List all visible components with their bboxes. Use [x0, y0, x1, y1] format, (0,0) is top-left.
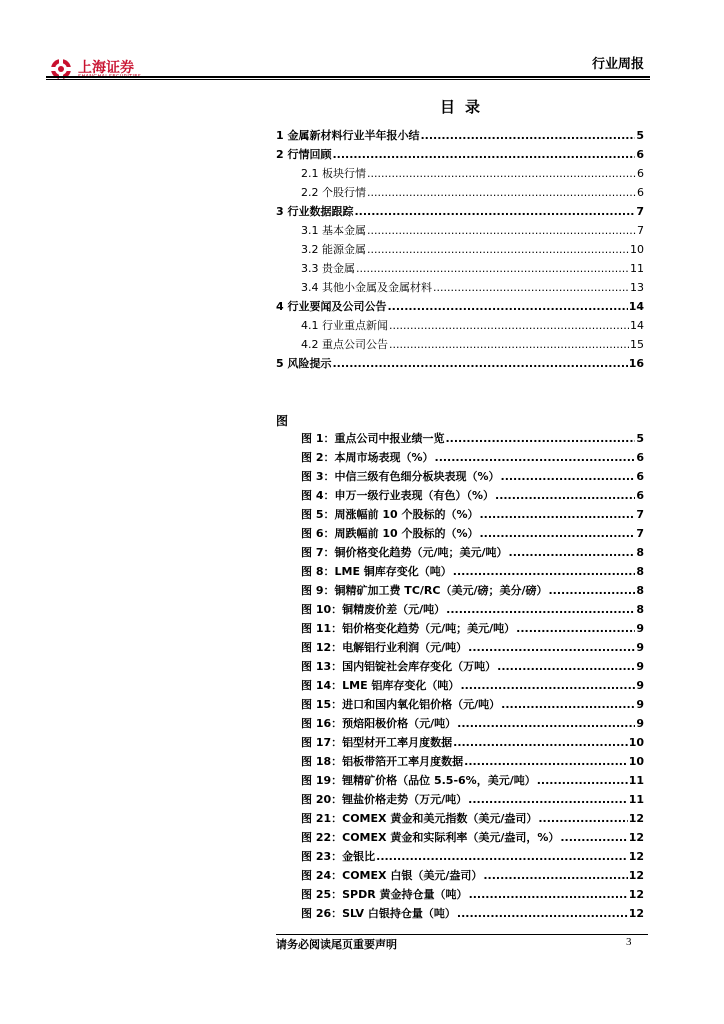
figure-entry[interactable]	[301, 525, 644, 541]
figure-entry-label: 图 10：铜精废价差（元/吨）	[301, 603, 446, 616]
leader-dots	[560, 831, 627, 844]
toc-entry[interactable]	[301, 260, 644, 276]
figure-entry-page: 12	[628, 812, 644, 825]
leader-dots	[468, 793, 628, 806]
toc-entry-page: 6	[636, 148, 644, 161]
figure-entry-label: 图 18：铝板带箔开工率月度数据	[301, 755, 464, 768]
figure-entry[interactable]	[301, 506, 644, 522]
toc-entry-label: 4.2 重点公司公告	[301, 338, 388, 351]
leader-dots	[367, 186, 636, 199]
figure-entry-page: 8	[636, 603, 644, 616]
figures-heading: 图	[276, 414, 289, 428]
footer-rule	[276, 934, 648, 935]
figure-entry-label: 图 4：申万一级行业表现（有色）（%）	[301, 489, 495, 502]
leader-dots	[453, 736, 628, 749]
toc-entry[interactable]	[276, 355, 644, 371]
toc-entry[interactable]	[301, 279, 644, 295]
toc-entry-page: 6	[637, 167, 644, 180]
toc-entry-page: 10	[630, 243, 644, 256]
figure-entry-page: 8	[636, 584, 644, 597]
toc-entry-label: 2.2 个股行情	[301, 186, 366, 199]
toc-entry-page: 7	[636, 205, 644, 218]
figure-entry-page: 6	[636, 451, 644, 464]
figure-entry-label: 图 9：铜精矿加工费 TC/RC（美元/磅；美分/磅）	[301, 584, 548, 597]
leader-dots	[501, 470, 636, 483]
figure-entry-page: 12	[628, 850, 644, 863]
figure-entry[interactable]	[301, 468, 644, 484]
figure-entry-page: 6	[636, 489, 644, 502]
toc-entry[interactable]	[276, 298, 644, 314]
toc-entry-page: 16	[628, 357, 644, 370]
figure-entry[interactable]	[301, 658, 644, 674]
figure-entry[interactable]	[301, 905, 644, 921]
figure-entry-label: 图 7：铜价格变化趋势（元/吨；美元/吨）	[301, 546, 508, 559]
toc-entry-label: 3 行业数据跟踪	[276, 205, 354, 218]
figure-entry[interactable]	[301, 791, 644, 807]
figure-entry-page: 7	[636, 508, 644, 521]
figure-entry[interactable]	[301, 715, 644, 731]
leader-dots	[537, 774, 628, 787]
figure-entry-label: 图 15：进口和国内氧化铝价格（元/吨）	[301, 698, 501, 711]
figure-entry[interactable]	[301, 430, 644, 446]
leader-dots	[356, 262, 629, 275]
leader-dots	[332, 357, 627, 370]
leader-dots	[468, 641, 635, 654]
figure-entry[interactable]	[301, 696, 644, 712]
figure-entry-page: 11	[628, 793, 644, 806]
toc-entry-page: 14	[628, 300, 644, 313]
toc-entry[interactable]	[276, 146, 644, 162]
toc-entry-label: 3.2 能源金属	[301, 243, 366, 256]
toc-entry-label: 3.3 贵金属	[301, 262, 355, 275]
toc-entry-page: 13	[630, 281, 644, 294]
leader-dots	[548, 584, 635, 597]
figure-entry[interactable]	[301, 677, 644, 693]
leader-dots	[367, 243, 629, 256]
figure-entry[interactable]	[301, 829, 644, 845]
leader-dots	[435, 451, 636, 464]
toc-entry[interactable]	[301, 336, 644, 352]
figure-entry-page: 10	[628, 736, 644, 749]
figure-entry-label: 图 1：重点公司中报业绩一览	[301, 432, 445, 445]
toc-entry[interactable]	[301, 165, 644, 181]
leader-dots	[469, 888, 628, 901]
figure-entry-label: 图 26：SLV 白银持仓量（吨）	[301, 907, 456, 920]
toc-entry-label: 3.1 基本金属	[301, 224, 366, 237]
page-header	[46, 50, 650, 78]
figure-entry-page: 12	[628, 888, 644, 901]
figure-entry-page: 7	[636, 527, 644, 540]
toc-entry-label: 2 行情回顾	[276, 148, 332, 161]
figure-entry[interactable]	[301, 449, 644, 465]
figure-entry-label: 图 24：COMEX 白银（美元/盎司）	[301, 869, 483, 882]
leader-dots	[420, 129, 635, 142]
figure-entry[interactable]	[301, 753, 644, 769]
figure-entry-page: 12	[628, 869, 644, 882]
figure-entry-page: 12	[628, 831, 644, 844]
toc-entry-label: 2.1 板块行情	[301, 167, 366, 180]
toc-entry-label: 4.1 行业重点新闻	[301, 319, 388, 332]
leader-dots	[453, 565, 636, 578]
figure-entry-label: 图 16：预焙阳极价格（元/吨）	[301, 717, 457, 730]
figure-entry-page: 12	[628, 907, 644, 920]
figure-entry-page: 9	[636, 679, 644, 692]
toc-entry[interactable]	[301, 184, 644, 200]
figure-entry-page: 9	[636, 698, 644, 711]
toc-entry-label: 3.4 其他小金属及金属材料	[301, 281, 432, 294]
leader-dots	[457, 907, 628, 920]
leader-dots	[516, 622, 635, 635]
toc-entry-label: 4 行业要闻及公司公告	[276, 300, 387, 313]
figure-entry[interactable]	[301, 810, 644, 826]
figure-entry-page: 9	[636, 641, 644, 654]
leader-dots	[354, 205, 635, 218]
leader-dots	[457, 717, 635, 730]
toc-title: 目录	[440, 98, 491, 116]
figure-entry-label: 图 23：金银比	[301, 850, 376, 863]
figure-entry-page: 9	[636, 622, 644, 635]
leader-dots	[446, 603, 635, 616]
figure-entry-page: 6	[636, 470, 644, 483]
figure-entry-label: 图 5：周涨幅前 10 个股标的（%）	[301, 508, 479, 521]
leader-dots	[495, 489, 635, 502]
leader-dots	[332, 148, 635, 161]
figure-entry-label: 图 2：本周市场表现（%）	[301, 451, 434, 464]
toc-entry[interactable]	[301, 222, 644, 238]
report-type-label: 行业周报	[591, 57, 644, 72]
leader-dots	[367, 167, 636, 180]
figure-entry-page: 8	[636, 546, 644, 559]
toc-entry[interactable]	[276, 203, 644, 219]
leader-dots	[483, 869, 627, 882]
disclaimer-note: 请务必阅读尾页重要声明	[276, 938, 397, 951]
toc-entry-page: 15	[630, 338, 644, 351]
toc-entry-page: 6	[637, 186, 644, 199]
leader-dots	[479, 527, 635, 540]
figure-entry-label: 图 3：中信三级有色细分板块表现（%）	[301, 470, 500, 483]
toc-entry-page: 14	[630, 319, 644, 332]
figure-entry[interactable]	[301, 772, 644, 788]
leader-dots	[538, 812, 627, 825]
figure-entry[interactable]	[301, 639, 644, 655]
figure-entry-page: 10	[628, 755, 644, 768]
leader-dots	[464, 755, 628, 768]
figure-entry-label: 图 19：锂精矿价格（品位 5.5-6%，美元/吨）	[301, 774, 536, 787]
toc-entry-label: 5 风险提示	[276, 357, 332, 370]
leader-dots	[501, 698, 635, 711]
leader-dots	[479, 508, 635, 521]
figure-entry-label: 图 11：铝价格变化趋势（元/吨；美元/吨）	[301, 622, 516, 635]
figure-entry-label: 图 17：铝型材开工率月度数据	[301, 736, 453, 749]
figure-entry-label: 图 21：COMEX 黄金和美元指数（美元/盎司）	[301, 812, 538, 825]
figure-entry[interactable]	[301, 601, 644, 617]
leader-dots	[509, 546, 636, 559]
header-rule-thin	[46, 79, 650, 80]
leader-dots	[376, 850, 628, 863]
figure-entry-label: 图 12：电解铝行业利润（元/吨）	[301, 641, 468, 654]
toc-entry-page: 5	[636, 129, 644, 142]
figure-entry-label: 图 8：LME 铜库存变化（吨）	[301, 565, 452, 578]
figure-entry[interactable]	[301, 487, 644, 503]
leader-dots	[433, 281, 629, 294]
figure-entry-label: 图 22：COMEX 黄金和实际利率（美元/盎司，%）	[301, 831, 560, 844]
figure-entry-label: 图 25：SPDR 黄金持仓量（吨）	[301, 888, 468, 901]
figure-entry[interactable]	[301, 582, 644, 598]
figure-entry-page: 8	[636, 565, 644, 578]
toc-entry[interactable]	[301, 317, 644, 333]
leader-dots	[367, 224, 636, 237]
figure-entry-page: 9	[636, 717, 644, 730]
figure-entry-label: 图 6：周跌幅前 10 个股标的（%）	[301, 527, 479, 540]
header-rule	[46, 76, 650, 78]
toc-entry[interactable]	[301, 241, 644, 257]
figure-entry[interactable]	[301, 886, 644, 902]
figure-entry[interactable]	[301, 563, 644, 579]
figure-entry[interactable]	[301, 734, 644, 750]
leader-dots	[389, 319, 629, 332]
toc-entry[interactable]	[276, 127, 644, 143]
leader-dots	[389, 338, 629, 351]
figure-entry[interactable]	[301, 867, 644, 883]
toc-entry-page: 11	[630, 262, 644, 275]
figure-entry[interactable]	[301, 544, 644, 560]
leader-dots	[497, 660, 635, 673]
toc-entry-page: 7	[637, 224, 644, 237]
figure-entry-page: 5	[636, 432, 644, 445]
toc-entry-label: 1 金属新材料行业半年报小结	[276, 129, 420, 142]
leader-dots	[460, 679, 635, 692]
figure-entry[interactable]	[301, 848, 644, 864]
leader-dots	[387, 300, 627, 313]
figure-entry[interactable]	[301, 620, 644, 636]
figure-entry-label: 图 20：锂盐价格走势（万元/吨）	[301, 793, 468, 806]
figure-entry-page: 9	[636, 660, 644, 673]
logo-text-cn: 上海证券	[78, 60, 134, 76]
leader-dots	[445, 432, 635, 445]
figure-entry-page: 11	[628, 774, 644, 787]
page-number: 3	[626, 936, 632, 948]
figure-entry-label: 图 14：LME 铝库存变化（吨）	[301, 679, 460, 692]
figure-entry-label: 图 13：国内铝锭社会库存变化（万吨）	[301, 660, 497, 673]
